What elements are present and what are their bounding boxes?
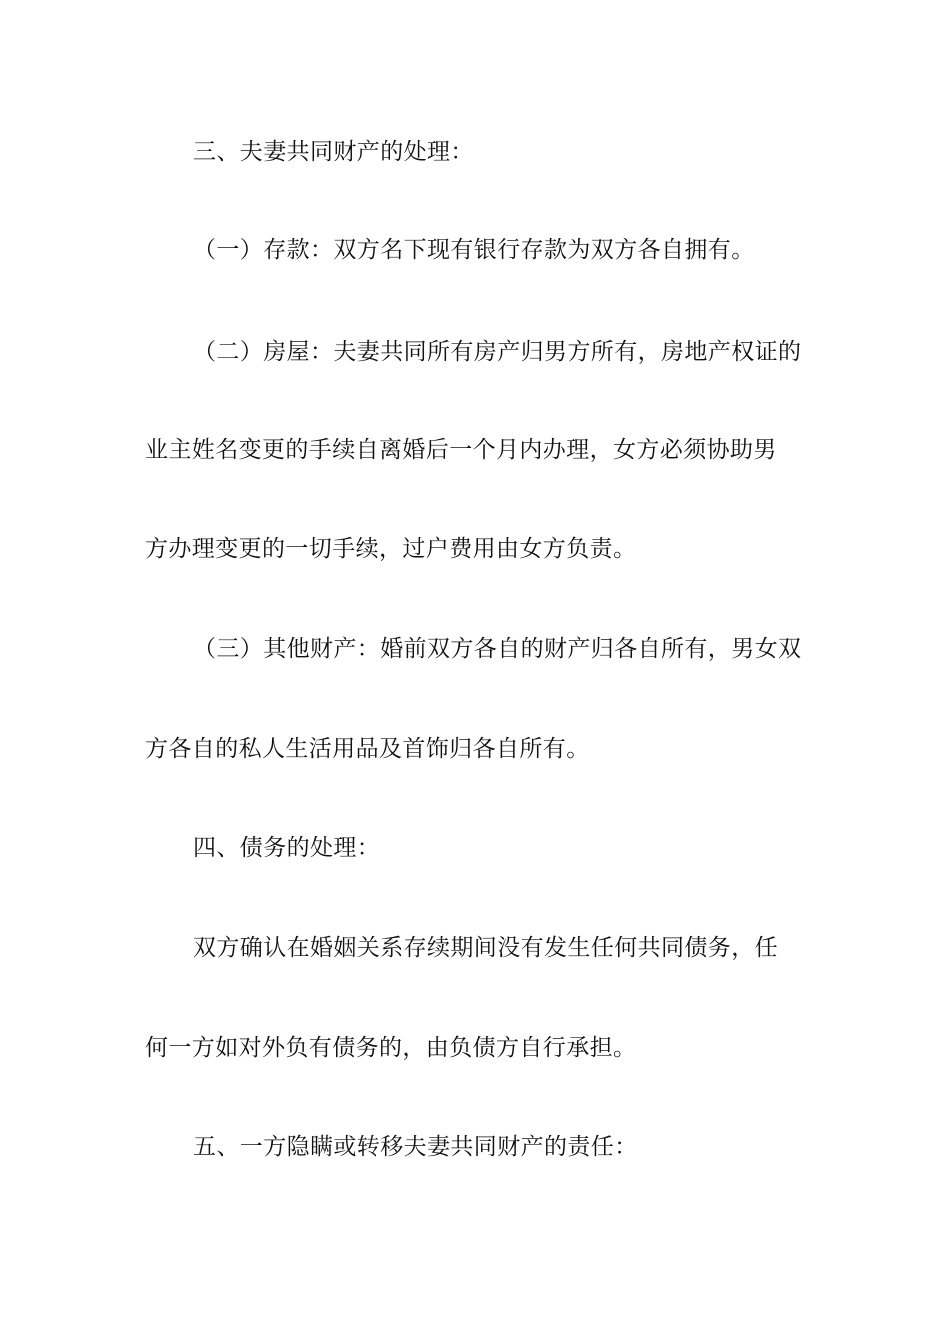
- paragraph-line: 业主姓名变更的手续自离婚后一个月内办理，女方必须协助男: [145, 437, 777, 463]
- paragraph-line: 方各自的私人生活用品及首饰归各自所有。: [145, 736, 590, 762]
- section-heading-5: 五、一方隐瞒或转移夫妻共同财产的责任：: [193, 1134, 638, 1160]
- section-heading-4: 四、债务的处理：: [193, 835, 381, 861]
- section-heading-3: 三、夫妻共同财产的处理：: [193, 139, 474, 165]
- paragraph-line: 何一方如对外负有债务的，由负债方自行承担。: [145, 1035, 637, 1061]
- paragraph-line: （三）其他财产：婚前双方各自的财产归各自所有，男女双: [193, 636, 802, 662]
- paragraph-line: （二）房屋：夫妻共同所有房产归男方所有，房地产权证的: [193, 339, 802, 365]
- paragraph-line: 双方确认在婚姻关系存续期间没有发生任何共同债务，任: [193, 935, 778, 961]
- paragraph-line: （一）存款：双方名下现有银行存款为双方各自拥有。: [193, 237, 755, 263]
- paragraph-line: 方办理变更的一切手续，过户费用由女方负责。: [145, 536, 637, 562]
